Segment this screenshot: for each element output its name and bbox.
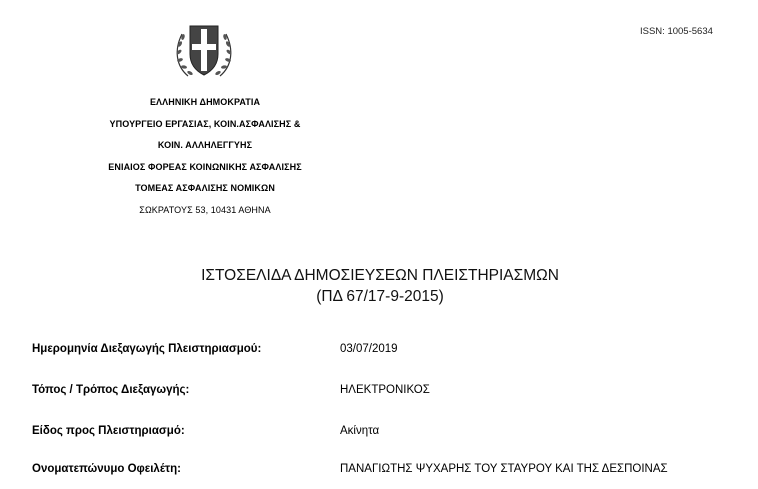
field-value: ΠΑΝΑΓΙΩΤΗΣ ΨΥΧΑΡΗΣ ΤΟΥ ΣΤΑΥΡΟΥ ΚΑΙ ΤΗΣ ΔΕΣΠΟΙΝΑΣ	[340, 463, 668, 475]
page-title	[150, 265, 610, 307]
field-auction-type	[32, 425, 732, 445]
field-label: Τόπος / Τρόπος Διεξαγωγής:	[32, 384, 190, 396]
field-value: Ακίνητα	[340, 425, 380, 437]
field-value: 03/07/2019	[340, 343, 398, 355]
org-line-3: ΚΟΙΝ. ΑΛΛΗΛΕΓΓΥΗΣ	[157, 140, 253, 151]
field-auction-date	[32, 343, 732, 363]
org-line-2: ΥΠΟΥΡΓΕΙΟ ΕΡΓΑΣΙΑΣ, ΚΟΙΝ.ΑΣΦΑΛΙΣΗΣ &	[109, 118, 301, 129]
field-label: Είδος προς Πλειστηριασμό:	[32, 425, 185, 437]
page-title-line-2: (ΠΔ 67/17-9-2015)	[316, 288, 444, 305]
greek-coat-of-arms-icon	[168, 14, 240, 86]
page-title-line-1: ΙΣΤΟΣΕΛΙΔΑ ΔΗΜΟΣΙΕΥΣΕΩΝ ΠΛΕΙΣΤΗΡΙΑΣΜΩΝ	[201, 267, 559, 284]
issn-label: ISSN: 1005-5634	[640, 26, 713, 37]
issuing-authority	[90, 92, 320, 222]
field-label: Ονοματεπώνυμο Οφειλέτη:	[32, 463, 182, 475]
field-debtor-name	[32, 463, 732, 483]
field-value: ΗΛΕΚΤΡΟΝΙΚΟΣ	[340, 384, 430, 396]
org-address: ΣΩΚΡΑΤΟΥΣ 53, 10431 ΑΘΗΝΑ	[139, 204, 271, 215]
org-line-5: ΤΟΜΕΑΣ ΑΣΦΑΛΙΣΗΣ ΝΟΜΙΚΩΝ	[135, 183, 275, 194]
field-auction-place	[32, 384, 732, 404]
org-line-4: ΕΝΙΑΙΟΣ ΦΟΡΕΑΣ ΚΟΙΝΩΝΙΚΗΣ ΑΣΦΑΛΙΣΗΣ	[108, 161, 302, 172]
org-line-1: ΕΛΛΗΝΙΚΗ ΔΗΜΟΚΡΑΤΙΑ	[149, 97, 261, 107]
field-label: Ημερομηνία Διεξαγωγής Πλειστηριασμού:	[32, 343, 262, 355]
